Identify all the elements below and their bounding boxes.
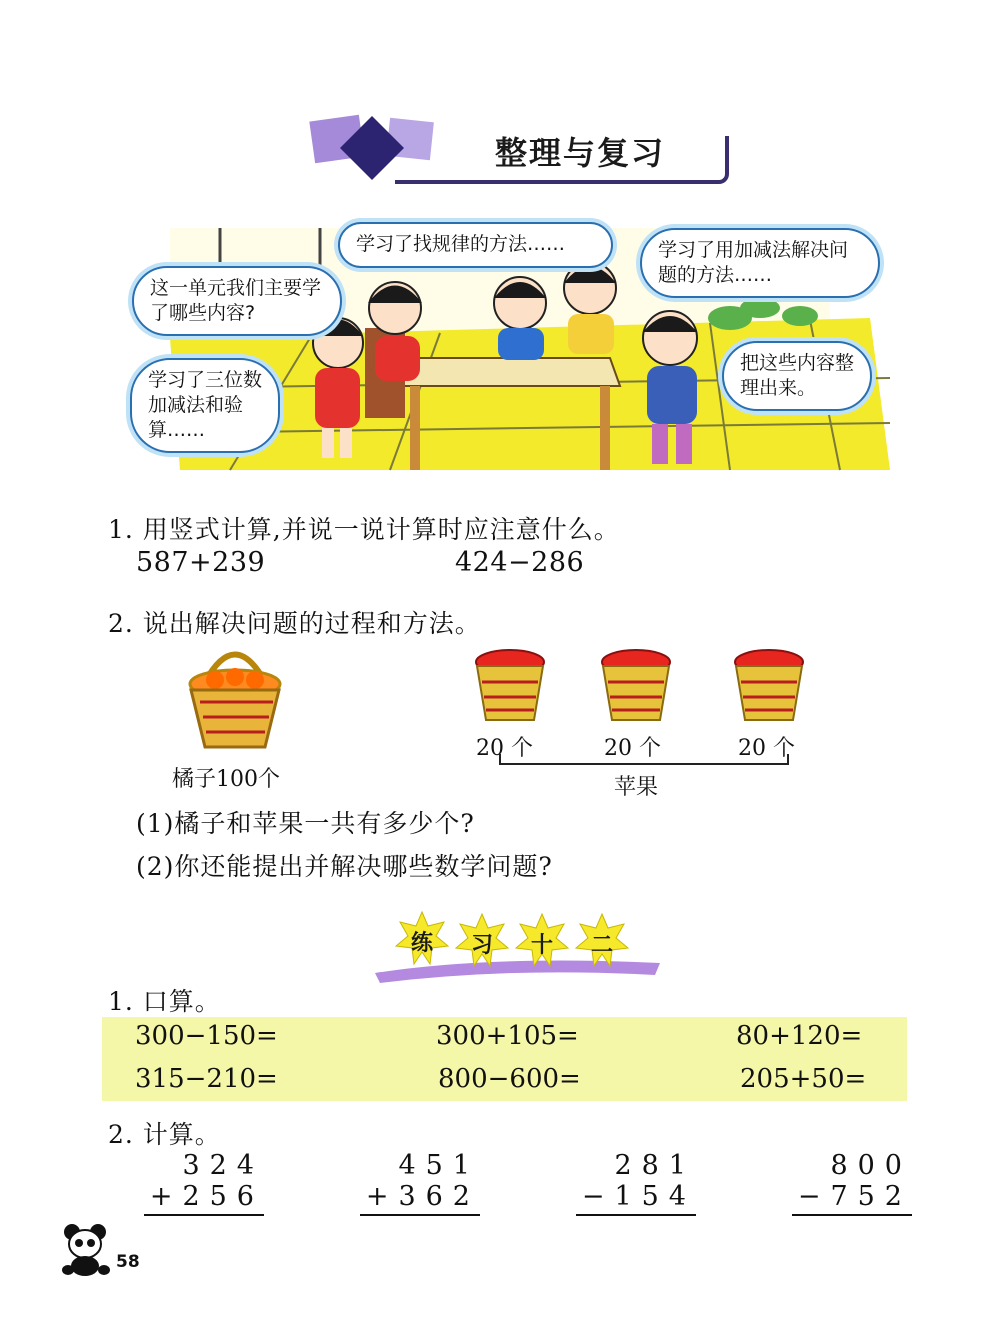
exercise-banner-char-1: 练: [410, 931, 433, 956]
apple-count-2: 20 个: [604, 736, 661, 761]
vertical-calc-top: 800: [830, 1150, 912, 1181]
question-2-sub-1: (1)橘子和苹果一共有多少个?: [136, 809, 475, 838]
apple-basket-icon: [600, 642, 672, 724]
vertical-calc-bottom: +362: [360, 1181, 480, 1216]
oral-calc-item: 315−210=: [135, 1064, 278, 1094]
exercise-banner-char-3: 十: [530, 933, 553, 958]
vertical-calc-problem: [792, 1150, 912, 1216]
vertical-calc-bottom: −752: [792, 1181, 912, 1216]
speech-bubble-problem-solving: 学习了用加减法解决问题的方法……: [640, 228, 880, 298]
orange-basket-icon: [185, 632, 285, 754]
vertical-calc-problem: [360, 1150, 480, 1216]
question-2-sub-2: (2)你还能提出并解决哪些数学问题?: [136, 852, 553, 881]
classroom-illustration: [110, 208, 900, 476]
vertical-calc-top: 451: [398, 1150, 480, 1181]
exercise-banner: [370, 910, 670, 985]
exercise-banner-char-4: 二: [590, 933, 613, 958]
vertical-calc-problem: [576, 1150, 696, 1216]
exercise-2-title: 2. 计算。: [108, 1120, 221, 1149]
panda-icon: [60, 1222, 112, 1278]
apple-count-1: 20 个: [476, 736, 533, 761]
speech-bubble-organize: 把这些内容整理出来。: [722, 341, 872, 411]
oral-calc-item: 205+50=: [740, 1064, 867, 1094]
vertical-calc-problem: [144, 1150, 264, 1216]
orange-label: 橘子100个: [172, 767, 280, 792]
oral-calc-item: 300−150=: [135, 1021, 278, 1051]
question-1-expression-a: 587+239: [136, 547, 266, 578]
oral-calc-item: 800−600=: [438, 1064, 581, 1094]
question-1-expression-b: 424−286: [455, 547, 585, 578]
vertical-calc-bottom: +256: [144, 1181, 264, 1216]
apple-group-bracket: [498, 752, 790, 772]
oral-calculation-panel: [102, 1017, 907, 1101]
apple-count-3: 20 个: [738, 736, 795, 761]
exercise-1-title: 1. 口算。: [108, 987, 221, 1016]
speech-bubble-three-digit: 学习了三位数加减法和验算……: [130, 358, 280, 453]
vertical-calc-top: 281: [614, 1150, 696, 1181]
question-1-title: 1. 用竖式计算,并说一说计算时应注意什么。: [108, 515, 620, 544]
exercise-banner-char-2: 习: [470, 933, 493, 958]
vertical-calc-top: 324: [182, 1150, 264, 1181]
apple-label: 苹果: [614, 775, 659, 800]
page-number: 58: [116, 1252, 140, 1272]
section-title-banner: [300, 108, 740, 188]
page-title: 整理与复习: [495, 134, 666, 172]
oral-calc-item: 80+120=: [736, 1021, 863, 1051]
vertical-calc-bottom: −154: [576, 1181, 696, 1216]
speech-bubble-unit-content: 这一单元我们主要学了哪些内容?: [132, 266, 342, 336]
question-2-title: 2. 说出解决问题的过程和方法。: [108, 609, 481, 638]
apple-basket-icon: [474, 642, 546, 724]
oral-calc-item: 300+105=: [436, 1021, 579, 1051]
apple-basket-icon: [733, 642, 805, 724]
speech-bubble-patterns: 学习了找规律的方法……: [338, 222, 613, 268]
